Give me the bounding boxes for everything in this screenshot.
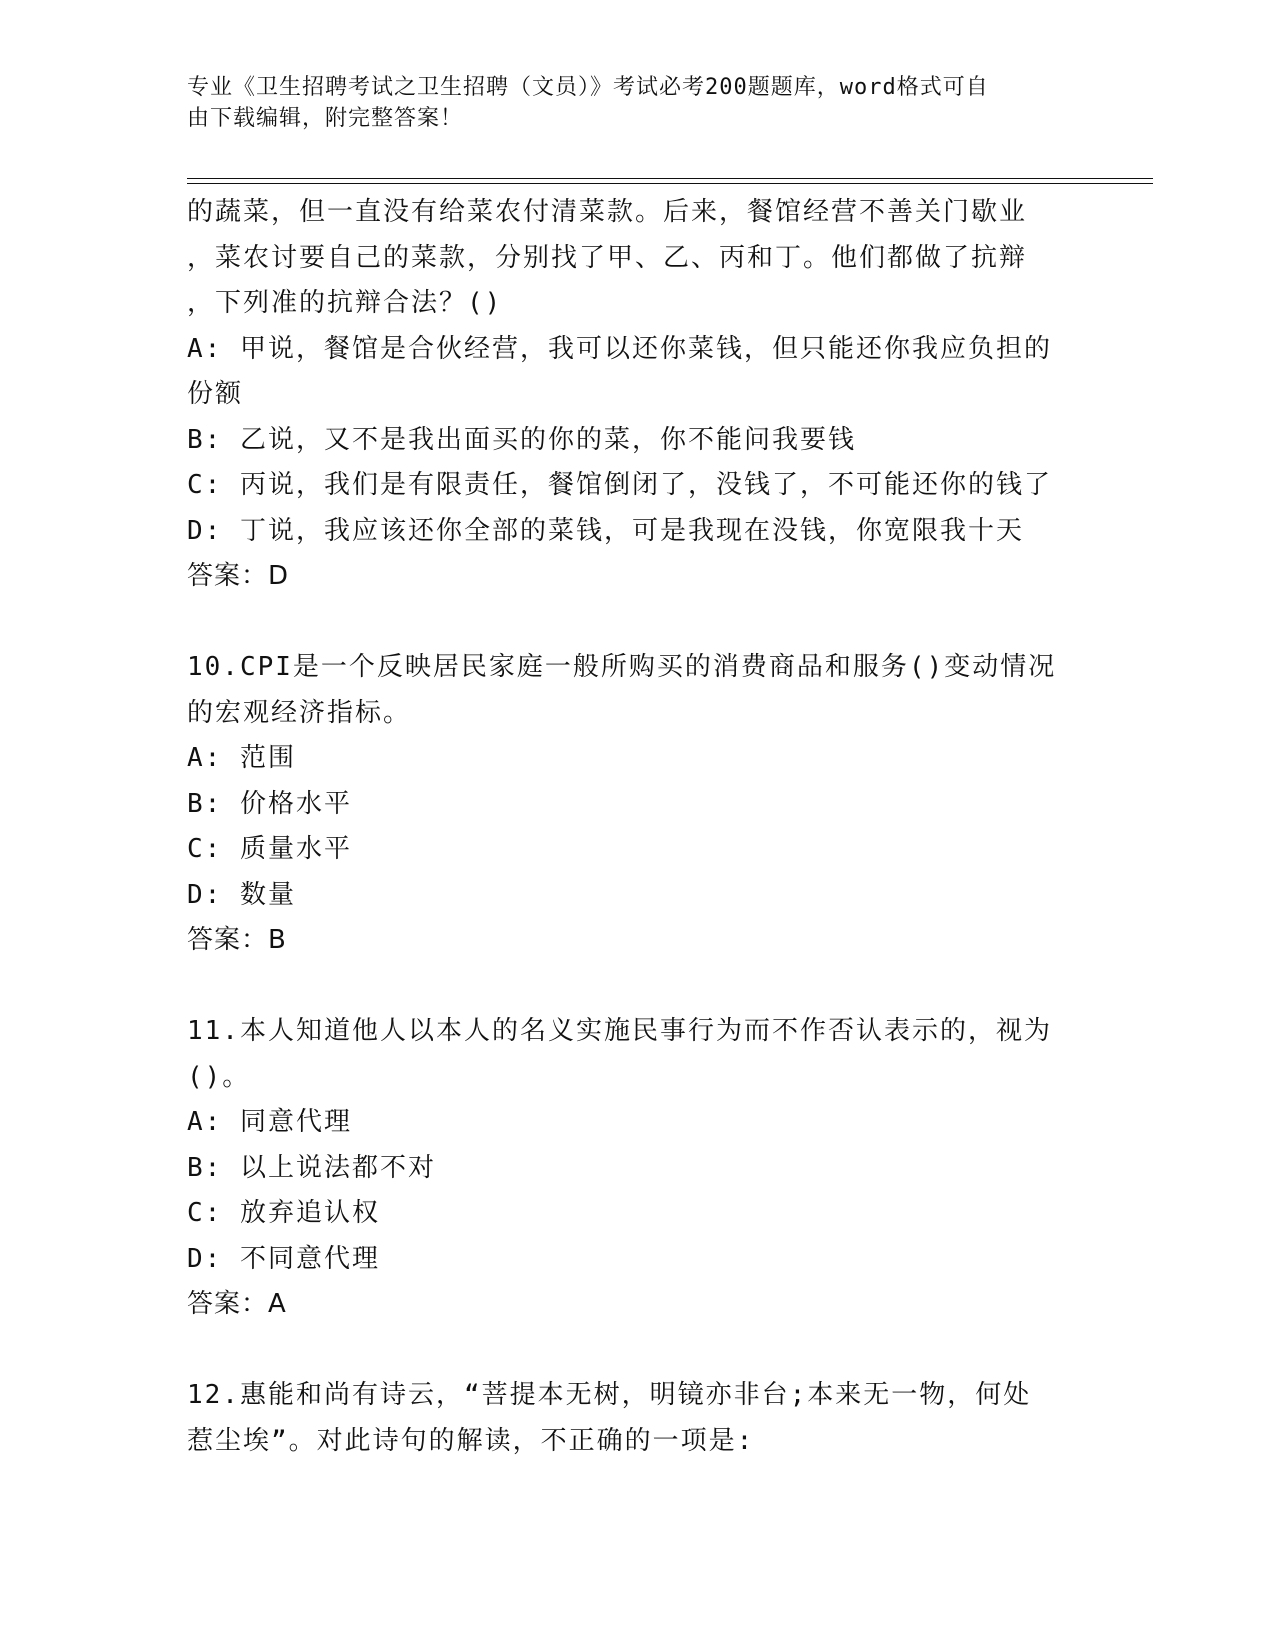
header-rule-bottom	[187, 183, 1153, 184]
question-11-stem-line-1: 11.本人知道他人以本人的名义实施民事行为而不作否认表示的，视为	[187, 1016, 1052, 1046]
question-11-option-d: D: 不同意代理	[187, 1243, 380, 1274]
question-9-answer: 答案：D	[187, 561, 290, 591]
header-line-1: 专业《卫生招聘考试之卫生招聘（文员）》考试必考200题题库，word格式可自	[187, 75, 989, 100]
document-header	[187, 72, 1087, 134]
question-10-option-a: A: 范围	[187, 743, 296, 773]
question-10-option-d: D: 数量	[187, 879, 296, 910]
question-9-option-b: B: 乙说，又不是我出面买的你的菜，你不能问我要钱	[187, 424, 856, 455]
question-11-option-b: B: 以上说法都不对	[187, 1152, 436, 1183]
question-11-option-a: A: 同意代理	[187, 1107, 352, 1137]
header-line-2: 由下载编辑，附完整答案！	[187, 106, 464, 131]
question-11-answer: 答案：A	[187, 1289, 287, 1319]
question-9	[187, 190, 1087, 600]
question-10-stem-line-2: 的宏观经济指标。	[187, 697, 412, 728]
question-12	[187, 1373, 1087, 1464]
question-11	[187, 1009, 1087, 1328]
question-11-option-c: C: 放弃追认权	[187, 1198, 380, 1228]
question-9-stem-line-2: ，菜农讨要自己的菜款，分别找了甲、乙、丙和丁。他们都做了抗辩	[187, 242, 1028, 273]
question-10-stem-line-1: 10.CPI是一个反映居民家庭一般所购买的消费商品和服务()变动情况	[187, 652, 1057, 682]
question-list	[187, 190, 1087, 1464]
question-9-option-a: A: 甲说，餐馆是合伙经营，我可以还你菜钱，但只能还你我应负担的	[187, 333, 1052, 364]
spacer	[187, 964, 1087, 1010]
header-rule-top	[187, 178, 1153, 179]
spacer	[187, 600, 1087, 646]
question-10	[187, 645, 1087, 964]
question-10-option-c: C: 质量水平	[187, 834, 352, 864]
question-12-stem-line-2: 惹尘埃”。对此诗句的解读，不正确的一项是:	[187, 1425, 755, 1456]
question-11-stem-line-2: ()。	[187, 1061, 251, 1092]
question-9-option-c: C: 丙说，我们是有限责任，餐馆倒闭了，没钱了，不可能还你的钱了	[187, 470, 1052, 500]
question-10-option-b: B: 价格水平	[187, 788, 352, 819]
question-9-stem-line-3: ，下列准的抗辩合法？()	[187, 288, 503, 318]
question-9-stem-line-1: 的蔬菜，但一直没有给菜农付清菜款。后来，餐馆经营不善关门歇业	[187, 197, 1028, 227]
question-12-stem-line-1: 12.惠能和尚有诗云，“菩提本无树，明镜亦非台;本来无一物，何处	[187, 1380, 1032, 1410]
question-9-option-d: D: 丁说，我应该还你全部的菜钱，可是我现在没钱，你宽限我十天	[187, 515, 1024, 546]
question-10-answer: 答案：B	[187, 925, 287, 955]
spacer	[187, 1328, 1087, 1374]
question-9-option-a-continued: 份额	[187, 379, 244, 409]
